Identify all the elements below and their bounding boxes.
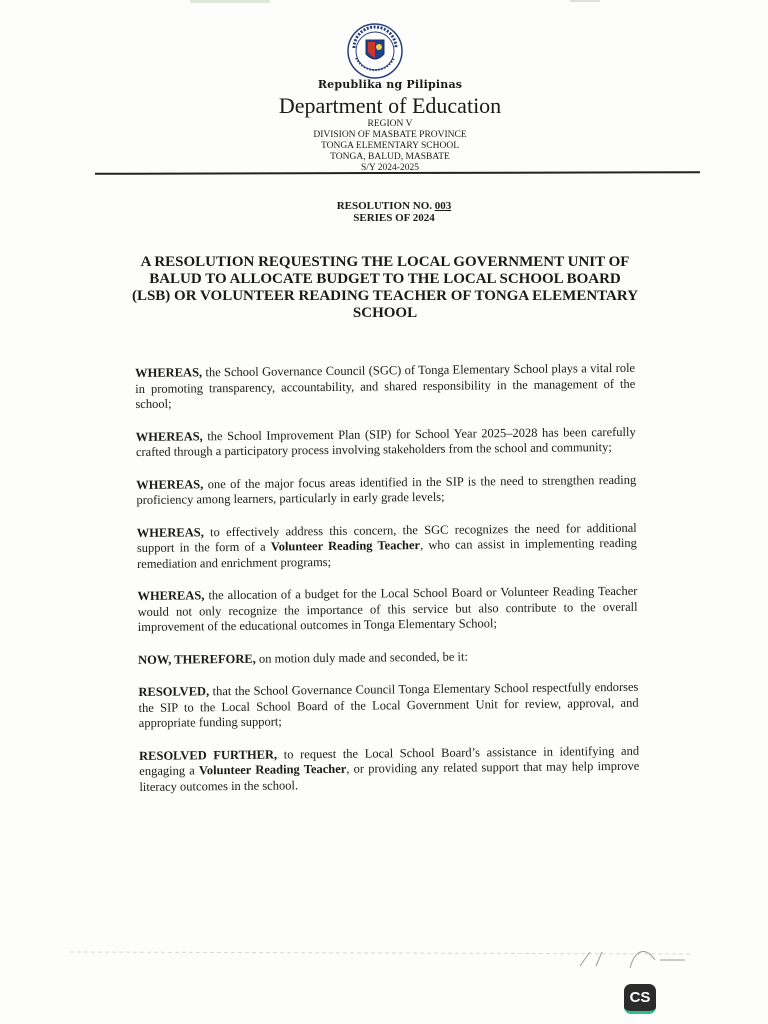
department-name: Department of Education <box>278 93 502 118</box>
paragraph-text: to request the Local School Board’s assistance in identifying and engaging a <box>139 743 640 778</box>
whereas-paragraph <box>136 424 636 460</box>
header-divider <box>95 171 700 175</box>
paragraph-lead: NOW, THEREFORE, <box>138 651 256 667</box>
paragraph-text: to effectively address this concern, the SGC recognizes the need for additional support in the form of a <box>136 520 637 555</box>
paragraph-emphasis: Volunteer Reading Teacher <box>198 761 347 778</box>
deped-seal-icon <box>346 22 404 80</box>
resolution-series: SERIES OF 2024 <box>353 212 435 224</box>
paragraph-lead: WHEREAS, <box>136 476 204 492</box>
whereas-paragraph <box>137 584 637 636</box>
whereas-paragraph <box>137 520 637 572</box>
paragraph-emphasis: Volunteer Reading Teacher <box>270 538 421 554</box>
paragraph-lead: RESOLVED, <box>138 684 210 699</box>
region-text: REGION V <box>367 119 413 129</box>
whereas-paragraph <box>135 361 635 413</box>
paragraph-text: one of the major focus areas identified in the SIP is the need to strengthen reading proficiency among learners, particularly in early grade levels; <box>136 472 637 507</box>
paragraph-text: the School Improvement Plan (SIP) for School Year 2025–2028 has been carefully crafted through a participatory process involving stakeholders from the school and community; <box>135 424 636 459</box>
now-therefore-paragraph <box>138 647 638 668</box>
paragraph-text: the School Governance Council (SGC) of Tonga Elementary School plays a vital role in promoting transparency, accountability, and shared responsibility in the management of the school; <box>135 360 636 411</box>
resolution-title: A RESOLUTION REQUESTING THE LOCAL GOVERNMENT UNIT OF BALUD TO ALLOCATE BUDGET TO THE LOCAL SCHOOL BOARD (LSB) OR VOLUNTEER READING TEACHER OF TONGA ELEMENTARY SCHOOL <box>131 254 639 321</box>
paragraph-lead: RESOLVED FURTHER, <box>139 747 278 763</box>
scan-top-edge-marks <box>190 0 610 4</box>
whereas-paragraph <box>136 472 636 508</box>
paragraph-lead: WHEREAS, <box>136 524 204 540</box>
resolution-number-label: RESOLUTION NO. <box>336 200 433 212</box>
school-year: S/Y 2024-2025 <box>361 163 419 173</box>
paragraph-lead: WHEREAS, <box>135 428 203 444</box>
paragraph-text: , who can assist in implementing reading remediation and enrichment programs; <box>136 535 637 571</box>
resolution-number-value: 003 <box>434 200 452 212</box>
resolution-body <box>135 361 640 812</box>
republika-text: Republika ng Pilipinas <box>317 78 463 91</box>
paragraph-lead: WHEREAS, <box>135 365 203 380</box>
resolution-number-block <box>0 200 768 224</box>
paragraph-text: , or providing any related support that may help improve literacy outcomes in the school. <box>139 758 640 794</box>
paragraph-text: on motion duly made and seconded, be it: <box>255 649 468 666</box>
letterhead <box>0 78 768 174</box>
paragraph-text: that the School Governance Council Tonga Elementary School respectfully endorses the SIP to the Local School Board of the Local Government Unit for review, approval, and appropriate funding support; <box>138 679 639 730</box>
paragraph-text: the allocation of a budget for the Local School Board or Volunteer Reading Teacher would not only recognize the importance of this service but also contribute to the overall improvement of the educational outcomes in Tonga Elementary School; <box>137 583 638 634</box>
school-address: TONGA, BALUD, MASBATE <box>330 152 450 162</box>
signature-scribble <box>70 930 690 970</box>
school-name: TONGA ELEMENTARY SCHOOL <box>320 141 460 151</box>
resolved-paragraph <box>138 680 638 732</box>
camscanner-badge: CS <box>624 984 656 1014</box>
paragraph-lead: WHEREAS, <box>137 588 205 603</box>
division-text: DIVISION OF MASBATE PROVINCE <box>313 130 467 140</box>
resolution-number <box>20 200 768 212</box>
resolved-further-paragraph <box>139 743 639 795</box>
